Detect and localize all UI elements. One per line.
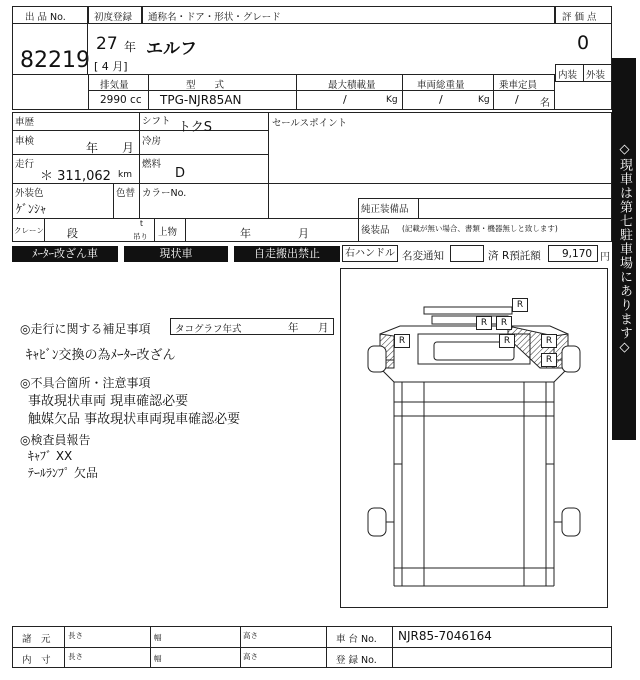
dims-length-label: 長さ bbox=[68, 631, 83, 640]
deck-label: 上物 bbox=[158, 227, 178, 238]
ext-color-label: 外装色 bbox=[15, 188, 44, 199]
first-reg-year: 27 bbox=[96, 34, 118, 54]
inner-length-label: 長さ bbox=[68, 652, 83, 661]
aftermarket-label: 後装品 bbox=[361, 225, 390, 236]
reg-label: 登 録 No. bbox=[336, 655, 377, 666]
tax-unit: 円 bbox=[600, 252, 610, 263]
tax-amount: 9,170 bbox=[562, 248, 593, 260]
diagram-mirror-bar bbox=[424, 307, 512, 314]
diagram-wheel-rear-right bbox=[562, 508, 580, 536]
inner-height-label: 高さ bbox=[243, 652, 258, 661]
repair-mark-7: R bbox=[541, 353, 557, 367]
color-no-label: 色替 bbox=[116, 188, 136, 199]
fuel: D bbox=[175, 166, 186, 181]
first-reg-year-unit: 年 bbox=[124, 40, 137, 54]
name-change-box bbox=[450, 245, 484, 262]
repair-mark-4: R bbox=[394, 334, 410, 348]
max-load-label: 最大積載量 bbox=[328, 80, 376, 91]
score-label: 評 価 点 bbox=[562, 12, 597, 23]
inner-label: 内 寸 bbox=[22, 655, 51, 666]
tax-prefix: 済 bbox=[488, 250, 499, 262]
max-load: / bbox=[343, 93, 347, 106]
deck-month-unit: 月 bbox=[298, 227, 309, 240]
crane-dan: 段 bbox=[67, 227, 78, 240]
diagram-wheel-front-left bbox=[368, 346, 386, 372]
model-code-label: 型 式 bbox=[186, 80, 225, 91]
inspection-month-unit: 月 bbox=[122, 141, 135, 155]
mileage-unit: km bbox=[118, 170, 132, 180]
repair-mark-2: R bbox=[476, 316, 492, 330]
repair-mark-3: R bbox=[496, 316, 512, 330]
crane-t: t bbox=[140, 219, 143, 228]
inspector-line1: ｷｬﾌﾞ XX bbox=[28, 449, 73, 463]
lot-no: 82219 bbox=[20, 48, 90, 73]
diagram-wheel-front-right bbox=[562, 346, 580, 372]
crane-hanging: 吊り bbox=[133, 232, 148, 241]
tacho-month-unit: 月 bbox=[318, 322, 329, 334]
repair-mark-6: R bbox=[541, 334, 557, 348]
aftermarket-note: (記載が無い場合、書類・機器無しと致します) bbox=[402, 224, 558, 233]
model-name: エルフ bbox=[146, 39, 197, 59]
right-hand-badge: 右ハンドル bbox=[342, 245, 398, 262]
capacity-label: 乗車定員 bbox=[499, 80, 538, 91]
defects-line2: 触媒欠品 事故現状車両現車確認必要 bbox=[28, 412, 241, 427]
tacho-year-unit: 年 bbox=[288, 322, 299, 334]
inner-width-label: 幅 bbox=[154, 654, 162, 663]
history-label: 車歴 bbox=[15, 117, 35, 128]
inspector-line2: ﾃｰﾙﾗﾝﾌﾟ 欠品 bbox=[28, 466, 98, 480]
gross-weight-label: 車両総重量 bbox=[417, 80, 465, 91]
capacity-unit: 名 bbox=[540, 98, 550, 109]
self-drive-prohibited-badge: 自走搬出禁止 bbox=[234, 246, 340, 262]
repair-mark-5: R bbox=[499, 334, 515, 348]
defects-label: ◎不具合箇所・注意事項 bbox=[20, 376, 151, 390]
driving-notes-text: ｷｬﾋﾞﾝ交換の為ﾒｰﾀｰ改ざん bbox=[26, 348, 176, 363]
defects-line1: 事故現状車両 現車確認必要 bbox=[28, 394, 189, 409]
mileage: ＊ 311,062 bbox=[40, 169, 111, 184]
genuine-label: 純正装備品 bbox=[361, 204, 409, 215]
model-name-label: 通称名・ドア・形状・グレード bbox=[148, 12, 281, 23]
inspection-year-unit: 年 bbox=[86, 141, 99, 155]
repair-mark-1: R bbox=[512, 298, 528, 312]
banner-text: ◇現車は第七駐車場にあります◇ bbox=[617, 142, 632, 356]
displacement-label: 排気量 bbox=[100, 80, 129, 91]
diagram-wheel-rear-left bbox=[368, 508, 386, 536]
model-code: TPG-NJR85AN bbox=[160, 93, 242, 107]
interior-label: 内装 bbox=[558, 70, 578, 81]
driving-notes-label: ◎走行に関する補足事項 bbox=[20, 322, 151, 336]
score: 0 bbox=[577, 32, 590, 54]
fuel-label: 燃料 bbox=[142, 159, 162, 170]
ac-label: 冷房 bbox=[142, 136, 162, 147]
lot-no-label: 出 品 No. bbox=[25, 12, 66, 23]
first-reg-month: [ 4 月] bbox=[94, 60, 128, 73]
displacement: 2990 cc bbox=[100, 94, 142, 106]
inspection-label: 車検 bbox=[15, 136, 35, 147]
name-change-label: 名変通知 bbox=[402, 250, 444, 262]
as-is-badge: 現状車 bbox=[124, 246, 228, 262]
dims-height-label: 高さ bbox=[243, 631, 258, 640]
tax-label: R預託額 bbox=[502, 250, 541, 262]
dims-width-label: 幅 bbox=[154, 633, 162, 642]
ext-color: ｹﾞﾝｼｬ bbox=[16, 202, 47, 216]
shift: トクS bbox=[178, 120, 212, 135]
dims-label: 諸 元 bbox=[22, 634, 51, 645]
chassis-label: 車 台 No. bbox=[336, 634, 377, 645]
mileage-label: 走行 bbox=[15, 159, 35, 170]
gross-weight: / bbox=[439, 93, 443, 106]
deck-year-unit: 年 bbox=[240, 227, 251, 240]
color-code-label: カラーNo. bbox=[142, 188, 187, 199]
shift-label: シフト bbox=[142, 116, 171, 127]
tacho-label: タコグラフ年式 bbox=[175, 324, 242, 335]
first-reg-label: 初度登録 bbox=[94, 12, 133, 23]
sales-point-label: セールスポイント bbox=[272, 118, 348, 129]
lot-no-cell bbox=[12, 23, 88, 75]
exterior-label: 外装 bbox=[586, 70, 606, 81]
max-load-unit: Kg bbox=[386, 95, 398, 105]
meter-tampered-badge: ﾒｰﾀｰ改ざん車 bbox=[12, 246, 118, 262]
capacity: / bbox=[515, 93, 519, 106]
gross-weight-unit: Kg bbox=[478, 95, 490, 105]
vehicle-diagram bbox=[340, 268, 608, 608]
inspector-label: ◎検査員報告 bbox=[20, 433, 91, 447]
spec-label-row bbox=[88, 74, 555, 91]
parking-location-banner bbox=[612, 58, 636, 440]
crane-label: クレーン bbox=[14, 226, 44, 235]
chassis-no: NJR85-7046164 bbox=[398, 629, 492, 643]
